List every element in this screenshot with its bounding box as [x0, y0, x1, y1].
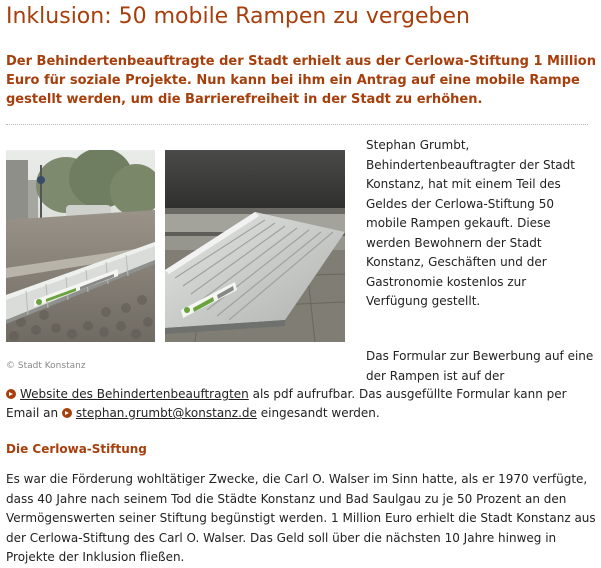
form-paragraph: Das Formular zur Bewerbung auf eine der Rampen ist auf der [366, 349, 594, 383]
ramp-photo-street [6, 150, 155, 342]
ramp-photo-steps [165, 150, 345, 342]
dotted-divider [6, 124, 588, 125]
website-link[interactable]: Website des Behindertenbeauftragten [20, 387, 249, 401]
after-link-text: als pdf aufrufbar. Das ausgefüllte Formular kann per [248, 387, 567, 401]
arrow-bullet-icon [6, 389, 16, 399]
arrow-bullet-icon [62, 408, 72, 418]
email-prefix: Email an [6, 406, 62, 420]
email-line [6, 404, 596, 424]
section-paragraph: Es war die Förderung wohltätiger Zwecke, die Carl O. Walser im Sinn hatte, als er 1970 verfügte, dass 40 Jahre nach seinem Tod die Städte Konstanz und Bad Saulgau zu je 50 Prozent an den Vermögenswerten seiner Stiftung begünstigt werden. 1 Million Euro erhielt die Stadt Konstanz aus der Cerlowa-Stiftung des Carl O. Walser. Das Geld soll über die nächsten 10 Jahre hinweg in Projekte der Inklusion fließen. [6, 472, 596, 564]
email-suffix: eingesandt werden. [256, 406, 380, 420]
article-lead: Der Behindertenbeauftragte der Stadt erhielt aus der Cerlowa-Stiftung 1 Million Euro für soziale Projekte. Nun kann bei ihm ein Antrag auf eine mobile Rampe gestellt werden, um die Barrierefreiheit in der Stadt zu erhöhen. [6, 54, 596, 107]
article-title: Inklusion: 50 mobile Rampen zu vergeben [6, 4, 470, 29]
section-heading: Die Cerlowa-Stiftung [6, 442, 147, 456]
side-paragraph: Stephan Grumbt, Behindertenbeauftragter der Stadt Konstanz, hat mit einem Teil des Geldes der Cerlowa-Stiftung 50 mobile Rampen gekauft. Diese werden Bewohnern der Stadt Konstanz, Geschäften und der Gastronomie kostenlos zur Verfügung gestellt. [366, 138, 575, 308]
photo-caption: © Stadt Konstanz [6, 361, 86, 371]
email-link[interactable]: stephan.grumbt@konstanz.de [75, 406, 257, 420]
form-link-line [6, 385, 596, 405]
